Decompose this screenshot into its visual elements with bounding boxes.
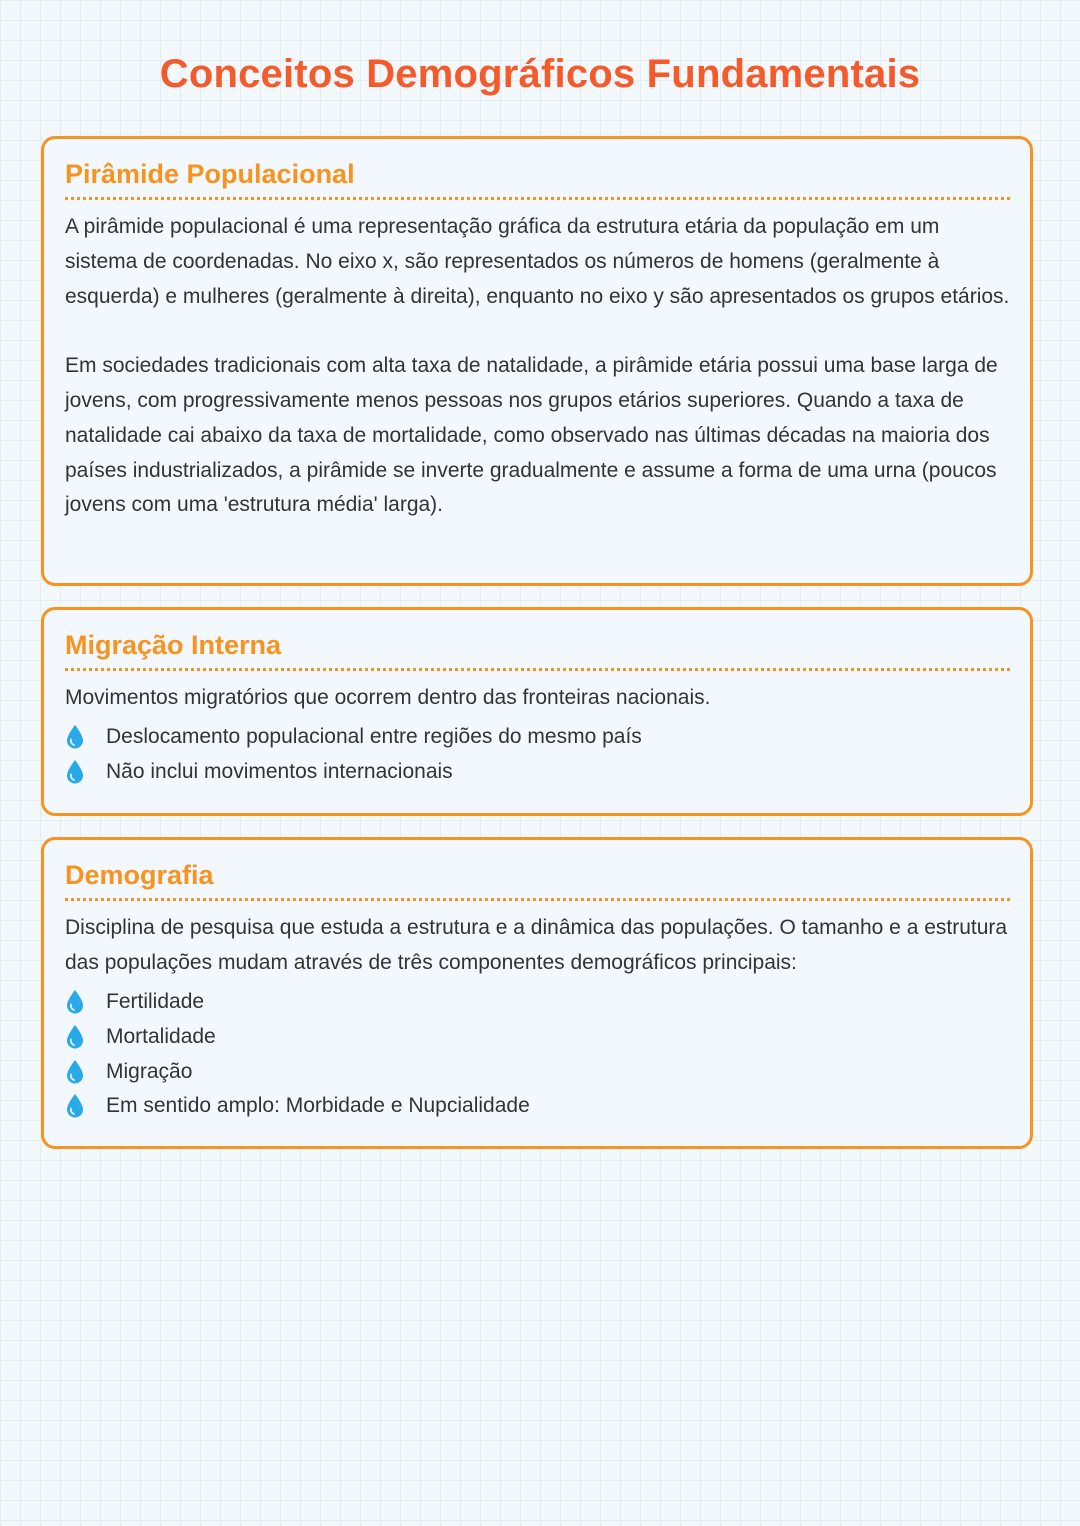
bullet-text: Mortalidade bbox=[106, 1024, 216, 1048]
card-demografia bbox=[41, 837, 1033, 1149]
water-drop-icon bbox=[65, 989, 85, 1015]
list-item bbox=[65, 1054, 1010, 1089]
card-piramide-populacional bbox=[41, 136, 1033, 586]
card-title: Pirâmide Populacional bbox=[65, 157, 1010, 200]
water-drop-icon bbox=[65, 724, 85, 750]
bullet-text: Deslocamento populacional entre regiões do mesmo país bbox=[106, 725, 642, 749]
paragraph: Em sociedades tradicionais com alta taxa de natalidade, a pirâmide etária possui uma base larga de jovens, com progressivamente menos pessoas nos grupos etários superiores. Quando a taxa de natalidade cai abaixo da taxa de mortalidade, como observado nas últimas décadas na maioria dos países industrializados, a pirâmide se inverte gradualmente e assume a forma de uma urna (poucos jovens com uma 'estrutura média' larga). bbox=[65, 354, 998, 517]
list-item bbox=[65, 1089, 1010, 1124]
bullet-list bbox=[65, 985, 1010, 1124]
paragraph: Disciplina de pesquisa que estuda a estrutura e a dinâmica das populações. O tamanho e a estrutura das populações mudam através de três componentes demográficos principais: bbox=[65, 916, 1008, 974]
card-migracao-interna bbox=[41, 607, 1033, 816]
card-title: Demografia bbox=[65, 858, 1010, 901]
list-item bbox=[65, 1019, 1010, 1054]
bullet-text: Migração bbox=[106, 1059, 193, 1083]
page-title: Conceitos Demográficos Fundamentais bbox=[159, 52, 921, 96]
bullet-text: Não inclui movimentos internacionais bbox=[106, 759, 453, 783]
card-title: Migração Interna bbox=[65, 628, 1010, 671]
list-item bbox=[65, 985, 1010, 1020]
water-drop-icon bbox=[65, 1059, 85, 1085]
paragraph: Movimentos migratórios que ocorrem dentro das fronteiras nacionais. bbox=[65, 686, 711, 709]
list-item bbox=[65, 755, 1010, 790]
list-item bbox=[65, 720, 1010, 755]
water-drop-icon bbox=[65, 1024, 85, 1050]
bullet-text: Fertilidade bbox=[106, 989, 205, 1013]
paragraph: A pirâmide populacional é uma representação gráfica da estrutura etária da população em um sistema de coordenadas. No eixo x, são representados os números de homens (geralmente à esquerda) e mulheres (geralmente à direita), enquanto no eixo y são apresentados os grupos etários. bbox=[65, 215, 1010, 308]
bullet-text: Em sentido amplo: Morbidade e Nupcialidade bbox=[106, 1094, 530, 1118]
water-drop-icon bbox=[65, 759, 85, 785]
bullet-list bbox=[65, 720, 1010, 790]
water-drop-icon bbox=[65, 1093, 85, 1119]
